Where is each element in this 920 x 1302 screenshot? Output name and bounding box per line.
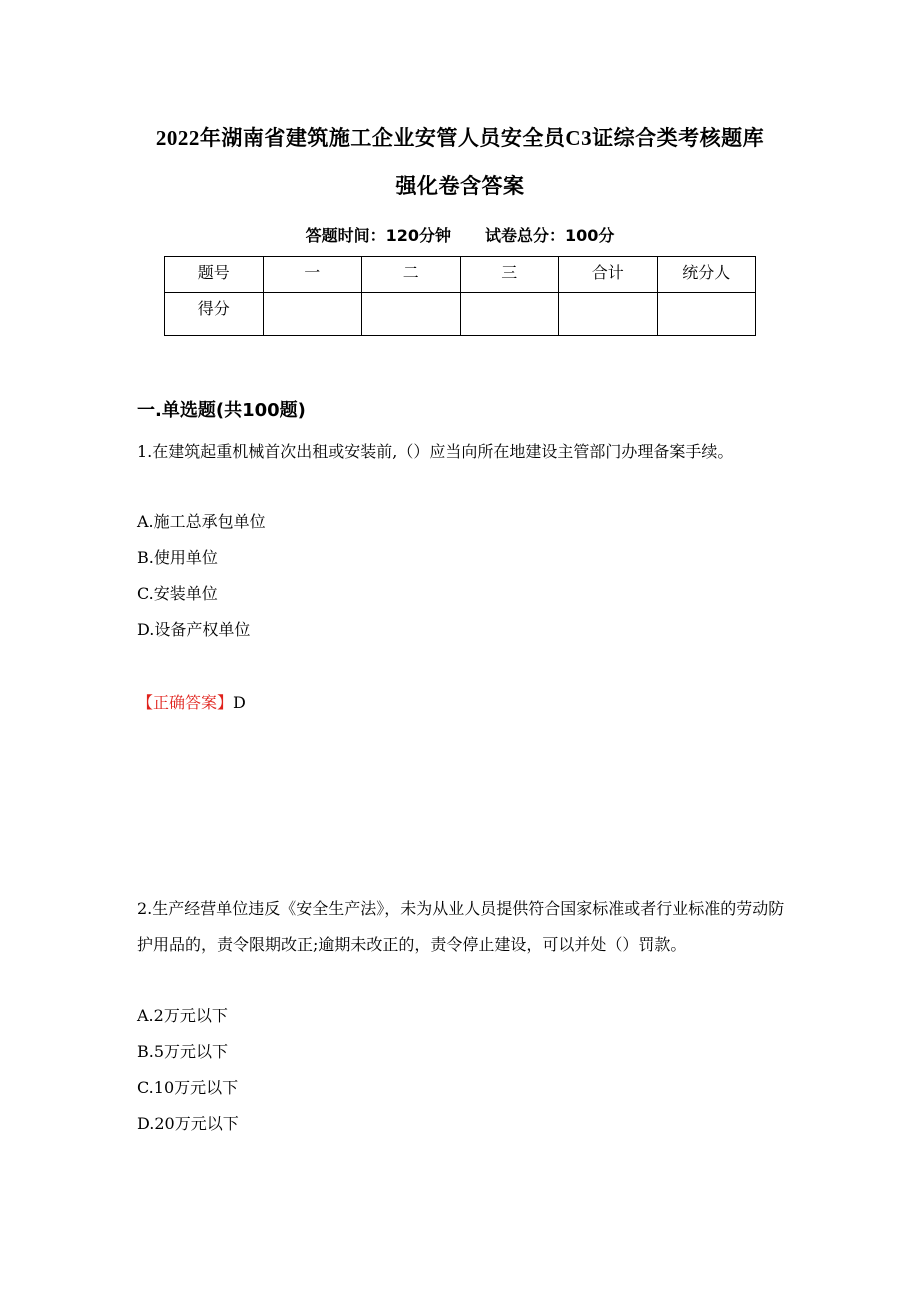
question-2-option-c: C.10万元以下 xyxy=(137,1078,239,1097)
score-table-header: 合计 xyxy=(559,257,658,293)
question-1-answer xyxy=(137,692,246,714)
section-title: 一.单选题(共100题) xyxy=(137,400,306,421)
question-2-option-a: A.2万元以下 xyxy=(137,1006,228,1025)
document-title-line1: 2022年湖南省建筑施工企业安管人员安全员C3证综合类考核题库 xyxy=(155,126,765,150)
total-score: 试卷总分：100分 xyxy=(485,226,615,245)
exam-meta xyxy=(0,223,920,246)
answer-value: D xyxy=(233,693,246,712)
score-table-header-row xyxy=(165,257,756,293)
score-table-header: 一 xyxy=(263,257,362,293)
score-table-header: 题号 xyxy=(165,257,264,293)
document-title-line2: 强化卷含答案 xyxy=(395,174,525,198)
score-cell xyxy=(362,293,461,336)
score-cell xyxy=(559,293,658,336)
score-table-score-row xyxy=(165,293,756,336)
question-2-text: 2.生产经营单位违反《安全生产法》，未为从业人员提供符合国家标准或者行业标准的劳动防护用品的，责令限期改正;逾期未改正的，责令停止建设，可以并处（）罚款。 xyxy=(137,899,785,954)
question-2-option-b: B.5万元以下 xyxy=(137,1042,229,1061)
score-row-label: 得分 xyxy=(165,293,264,336)
question-1-option-a: A.施工总承包单位 xyxy=(137,512,266,531)
question-1-text: 1.在建筑起重机械首次出租或安装前,（）应当向所在地建设主管部门办理备案手续。 xyxy=(137,442,734,461)
score-table xyxy=(164,256,756,336)
score-table-header: 二 xyxy=(362,257,461,293)
score-table-header: 三 xyxy=(460,257,559,293)
question-1-option-b: B.使用单位 xyxy=(137,548,218,567)
score-table-header: 统分人 xyxy=(657,257,756,293)
answer-label: 【正确答案】 xyxy=(137,693,234,712)
exam-time: 答题时间：120分钟 xyxy=(305,226,451,245)
question-1-option-c: C.安装单位 xyxy=(137,584,218,603)
score-cell xyxy=(657,293,756,336)
question-2-option-d: D.20万元以下 xyxy=(137,1114,239,1133)
question-1-option-d: D.设备产权单位 xyxy=(137,620,251,639)
score-cell xyxy=(460,293,559,336)
score-cell xyxy=(263,293,362,336)
